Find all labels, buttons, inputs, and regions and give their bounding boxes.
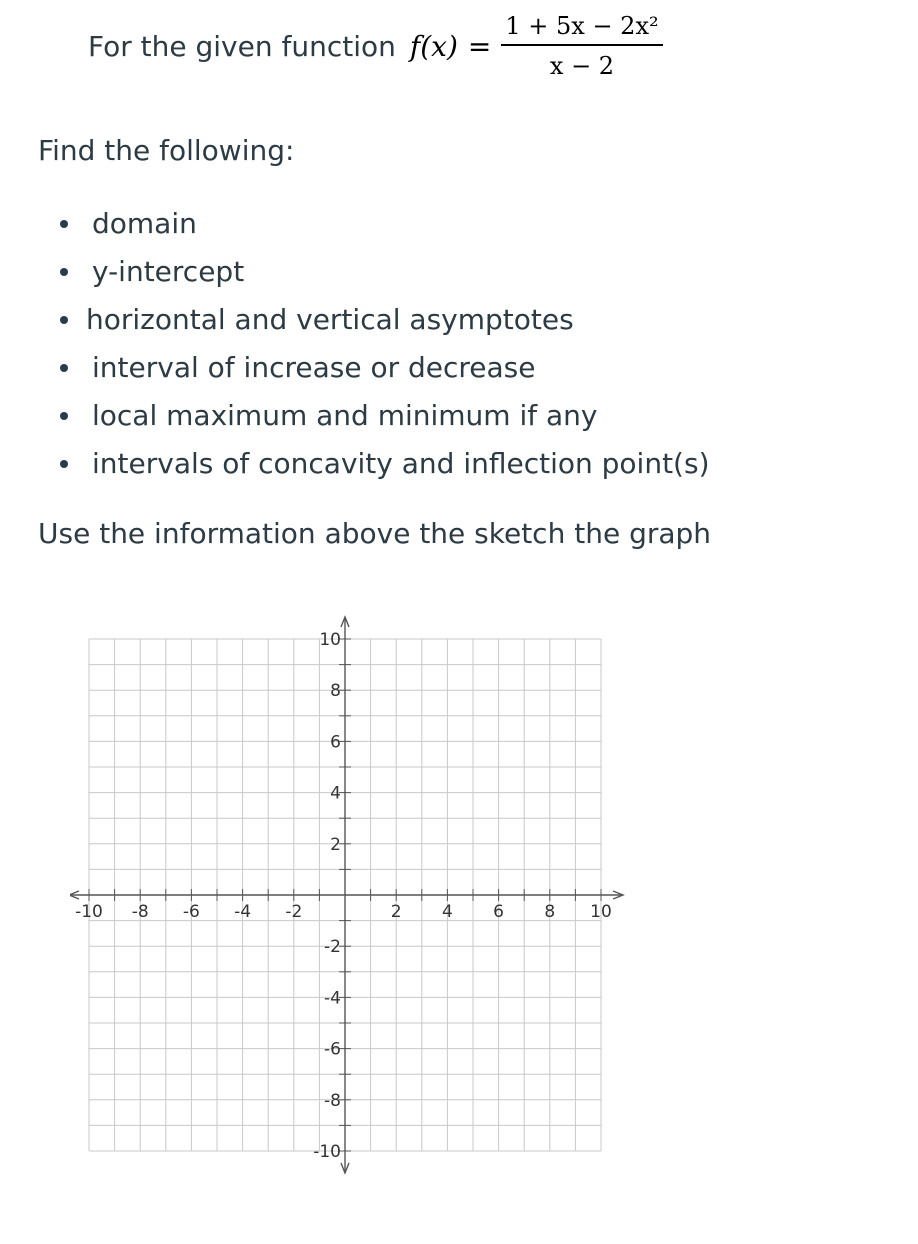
- coordinate-grid[interactable]: [70, 610, 660, 1190]
- task-text: local maximum and minimum if any: [92, 399, 598, 432]
- equals-sign: =: [467, 29, 492, 63]
- task-text: y-intercept: [92, 255, 245, 288]
- instruction-text: Use the information above the sketch the graph: [38, 517, 712, 550]
- task-text: domain: [92, 207, 197, 240]
- problem-statement: [88, 12, 663, 80]
- x-tick-label: -10: [75, 902, 103, 922]
- list-item: [56, 296, 710, 344]
- list-item: [56, 344, 710, 392]
- y-tick-label: -10: [313, 1142, 341, 1162]
- y-tick-label: 2: [330, 834, 341, 855]
- list-item: [56, 200, 710, 248]
- fraction-numerator: 1 + 5x − 2x²: [501, 12, 662, 46]
- fraction-denominator: x − 2: [549, 52, 615, 80]
- bullet-icon: [60, 220, 68, 228]
- function-name: f(x): [409, 29, 458, 63]
- x-tick-label: 4: [441, 902, 453, 922]
- bullet-icon: [60, 316, 68, 324]
- y-tick-label: -6: [324, 1039, 341, 1060]
- function-expression: [410, 12, 663, 80]
- x-tick-label: 6: [493, 902, 505, 922]
- bullet-icon: [60, 268, 68, 276]
- bullet-icon: [60, 412, 68, 420]
- list-item: [56, 392, 710, 440]
- find-heading: Find the following:: [38, 134, 295, 167]
- bullet-icon: [60, 364, 68, 372]
- y-tick-label: -8: [324, 1090, 341, 1111]
- task-list: [56, 200, 710, 488]
- task-text: interval of increase or decrease: [92, 351, 536, 384]
- y-tick-label: 10: [319, 630, 341, 650]
- task-text: intervals of concavity and inflection point(s): [92, 447, 710, 480]
- x-tick-label: -8: [131, 902, 149, 922]
- x-tick-label: 10: [590, 902, 612, 922]
- x-tick-label: -6: [182, 902, 200, 922]
- x-tick-label: 8: [544, 902, 556, 922]
- y-tick-label: -2: [324, 937, 341, 958]
- fraction: [501, 12, 662, 80]
- x-tick-label: -4: [234, 902, 252, 922]
- bullet-icon: [60, 460, 68, 468]
- task-text: horizontal and vertical asymptotes: [86, 303, 574, 336]
- y-tick-label: 4: [330, 783, 341, 804]
- list-item: [56, 248, 710, 296]
- intro-text: For the given function: [88, 29, 396, 63]
- y-tick-label: 8: [330, 681, 341, 702]
- list-item: [56, 440, 710, 488]
- y-tick-label: -4: [324, 988, 341, 1009]
- x-tick-label: -2: [285, 902, 303, 922]
- x-tick-label: 2: [390, 902, 402, 922]
- y-tick-label: 6: [330, 732, 341, 753]
